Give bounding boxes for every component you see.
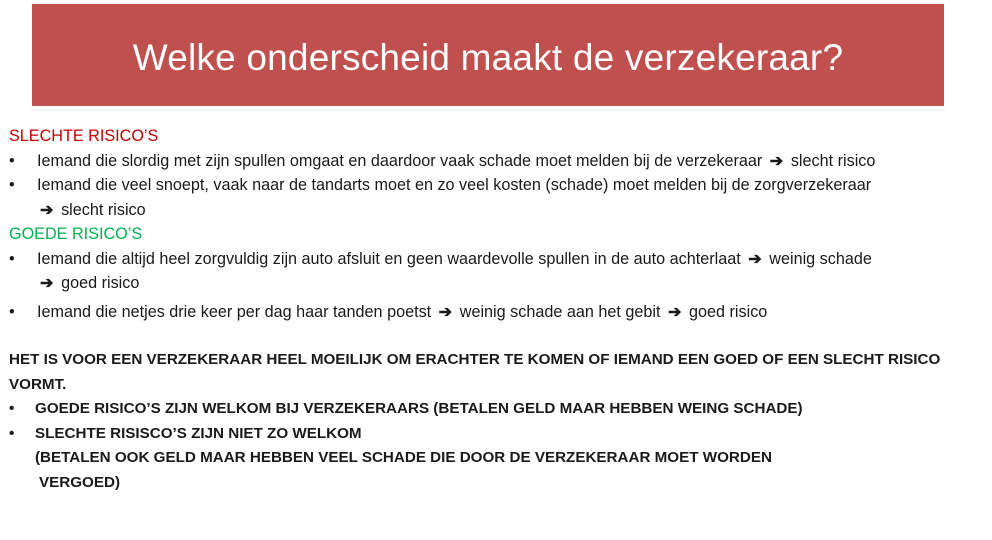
good-risk-item-1-mid: weinig schade — [769, 249, 872, 268]
conclusion-bullet-1-text: GOEDE RISICO’S ZIJN WELKOM BIJ VERZEKERAARS (BETALEN GELD MAAR HEBBEN WEING SCHADE) — [35, 400, 803, 417]
conclusion-bullet-2-line-1: SLECHTE RISISCO’S ZIJN NIET ZO WELKOM — [35, 424, 362, 442]
arrow-right-icon: ➔ — [748, 249, 762, 268]
conclusion-bullet-2-line-3: VERGOED) — [39, 473, 121, 491]
bad-risk-item-1-result: slecht risico — [790, 151, 876, 170]
bad-risk-item-1 — [9, 149, 989, 174]
bad-risk-item-2 — [9, 173, 989, 222]
bullet-icon: • — [9, 151, 15, 170]
arrow-right-icon: ➔ — [769, 151, 784, 170]
arrow-right-icon: ➔ — [438, 302, 453, 321]
good-risk-item-2-text: Iemand die netjes drie keer per dag haar tanden poetst — [37, 302, 432, 321]
bad-risk-item-1-text: Iemand die slordig met zijn spullen omgaat en daardoor vaak schade moet melden bij de verzekeraar — [37, 151, 763, 170]
good-risk-item-1-result: goed risico — [61, 274, 140, 292]
bullet-icon: • — [9, 176, 15, 194]
bullet-icon: • — [9, 400, 15, 417]
conclusion-bullet-2-line-2: (BETALEN OOK GELD MAAR HEBBEN VEEL SCHADE DIE DOOR DE VERZEKERAAR MOET WORDEN — [35, 449, 772, 466]
good-risks-heading: GOEDE RISICO’S — [9, 225, 143, 243]
good-risk-item-1-text: Iemand die altijd heel zorgvuldig zijn auto afsluit en geen waardevolle spullen in de auto achterlaat — [37, 249, 741, 268]
good-risk-item-2-result: goed risico — [689, 302, 768, 321]
bullet-icon: • — [9, 424, 15, 442]
conclusion-block — [9, 348, 989, 495]
conclusion-bullet-1 — [9, 397, 989, 422]
good-risk-item-2 — [9, 300, 989, 325]
conclusion-bullet-2 — [9, 422, 989, 496]
arrow-right-icon: ➔ — [40, 274, 54, 292]
bad-risk-item-2-result: slecht risico — [61, 200, 146, 219]
bad-risks-heading: SLECHTE RISICO’S — [9, 127, 159, 145]
title-banner — [32, 4, 944, 106]
arrow-right-icon: ➔ — [40, 200, 54, 219]
bullet-icon: • — [9, 302, 15, 321]
conclusion-statement: HET IS VOOR EEN VERZEKERAAR HEEL MOEILIJK OM ERACHTER TE KOMEN OF IEMAND EEN GOED OF EEN SLECHT RISICO VORMT. — [9, 351, 941, 393]
bad-risk-item-2-text: Iemand die veel snoept, vaak naar de tandarts moet en zo veel kosten (schade) moet melden bij de zorgverzekeraar — [37, 176, 872, 194]
bullet-icon: • — [9, 249, 15, 268]
good-risk-item-2-mid: weinig schade aan het gebit — [459, 302, 661, 321]
arrow-right-icon: ➔ — [667, 302, 682, 321]
good-risk-item-1 — [9, 247, 989, 296]
slide-body — [9, 124, 989, 495]
slide-title: Welke onderscheid maakt de verzekeraar? — [132, 37, 844, 78]
